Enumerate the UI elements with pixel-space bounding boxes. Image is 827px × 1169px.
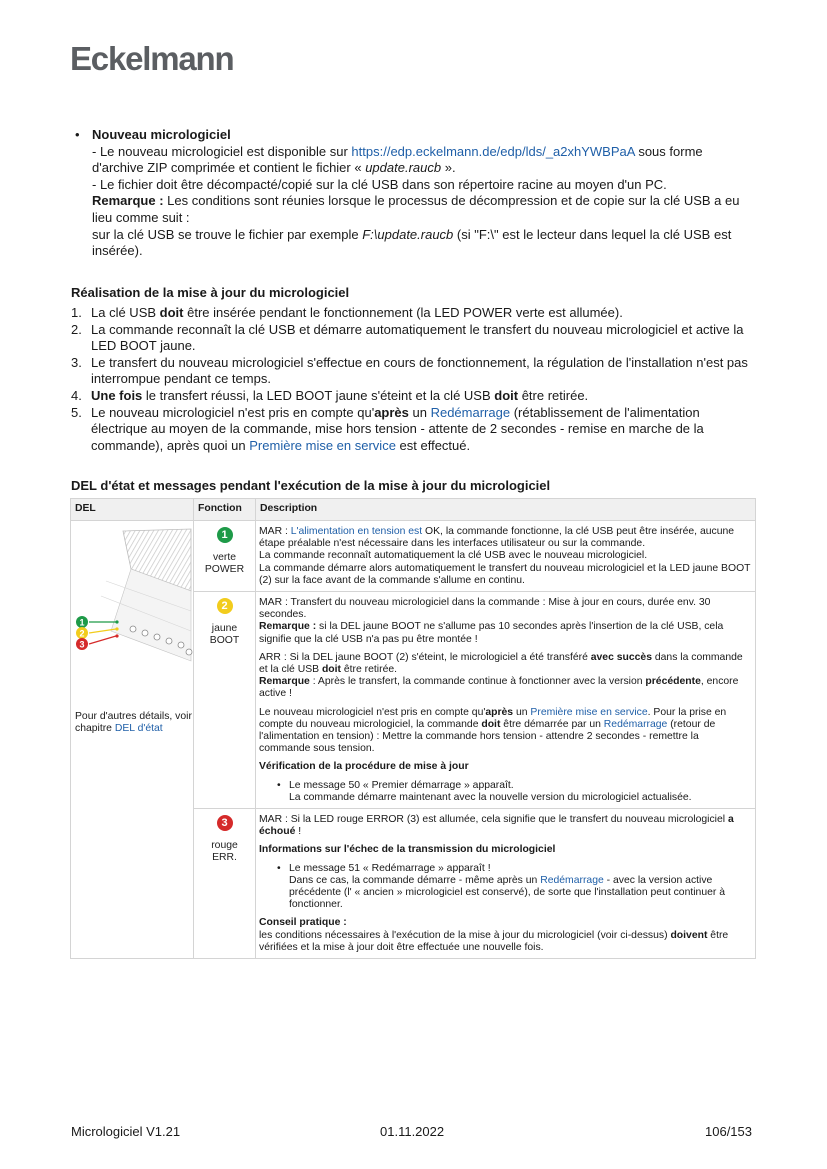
restart-link-2[interactable]: Redémarrage	[603, 718, 668, 730]
led-section-title: DEL d'état et messages pendant l'exécution de la mise à jour du micrologiciel	[71, 478, 551, 493]
col-header-fonction: Fonction	[194, 499, 256, 521]
tip-title: Conseil pratique :	[259, 917, 347, 929]
new-firmware-remark: Remarque : Les conditions sont réunies lorsque le processus de décompression et de copie sur la clé USB a eu lieu comme suit :	[92, 193, 740, 225]
led-table-header	[71, 499, 756, 521]
new-firmware-block	[75, 127, 757, 260]
restart-link[interactable]: Redémarrage	[430, 404, 511, 420]
col-header-del: DEL	[71, 499, 194, 521]
fn-power: 1 verte POWER	[194, 521, 256, 592]
del-note: Pour d'autres détails, voir chapitre DEL d'état	[75, 711, 192, 735]
verification-item: • Le message 50 « Premier démarrage » apparaît. La commande démarre maintenant avec la nouvelle version du micrologiciel actualisée.	[277, 779, 692, 803]
first-commissioning-link[interactable]: Première mise en service	[249, 437, 396, 453]
eckelmann-logo: Eckelmann	[70, 40, 234, 77]
first-commissioning-link-2[interactable]: Première mise en service	[530, 706, 648, 718]
table-row-power	[71, 521, 756, 592]
new-firmware-title: Nouveau micrologiciel	[92, 127, 231, 142]
col-header-description: Description	[256, 499, 756, 521]
fn-error: 3 rouge ERR.	[194, 809, 256, 959]
fn-boot: 2 jaune BOOT	[194, 592, 256, 809]
step-5: 5. Le nouveau micrologiciel n'est pris en compte qu'après un Redémarrage (rétablissement de l'alimentation électrique au moyen de la commande, mise hors tension - attente de 2 secondes - remise en marche de la commande), après quoi un Première mise en service est effectué.	[71, 404, 704, 453]
step-3: 3. Le transfert du nouveau micrologiciel s'effectue en cours de fonctionnement, la régulation de l'installation n'est pas interrompue pendant ce temps.	[71, 354, 748, 387]
step-2: 2. La commande reconnaît la clé USB et démarre automatiquement le transfert du nouveau micrologiciel et active la LED BOOT jaune.	[71, 321, 744, 354]
marker-2-label: 2	[79, 628, 85, 639]
footer-date: 01.11.2022	[380, 1124, 445, 1139]
controller-front-illustration	[71, 521, 193, 671]
procedure-steps	[71, 305, 757, 454]
led-2-icon: 2	[217, 598, 233, 614]
new-firmware-line1: - Le nouveau micrologiciel est disponible sur https://edp.eckelmann.de/edp/lds/_a2xhYWBPaA sous forme d'archive ZIP comprimée et contient le fichier « update.raucb ».	[92, 143, 703, 176]
restart-link-3[interactable]: Redémarrage	[540, 874, 604, 886]
desc-power: MAR : L'alimentation en tension est OK, la commande fonctionne, la clé USB peut être insérée, aucune étape préalable n'est nécessaire dans les interfaces utilisateur ou sur la commande. La commande reconnaît automatiquement la clé USB avec le nouveau micrologiciel. La commande démarre alors automatiquement le transfert du nouveau micrologiciel et la LED jaune BOOT (2) sur la face avant de la commande s'allume en continu.	[256, 521, 756, 592]
footer-page-number: 106/153	[705, 1124, 752, 1139]
step-4: 4. Une fois le transfert réussi, la LED BOOT jaune s'éteint et la clé USB doit être retirée.	[71, 387, 589, 403]
footer-doc-title: Micrologiciel V1.21	[71, 1124, 181, 1139]
led-3-icon: 3	[217, 815, 233, 831]
led-1-icon: 1	[217, 527, 233, 543]
desc-boot: MAR : Transfert du nouveau micrologiciel dans la commande : Mise à jour en cours, durée env. 30 secondes. Remarque : si la DEL jaune BOOT ne s'allume pas 10 secondes après l'insertion de la clé USB, cela signifie que la clé USB n'a pas pu être montée ! ARR : Si la DEL jaune BOOT (2) s'éteint, le micrologiciel a été transféré avec succès dans la commande et la clé USB doit être retirée. Remarque : Après le transfert, la commande continue à fonctionner avec la version précédente, encore active ! Le nouveau micrologiciel n'est pris en compte qu'après un Première mise en service. Pour la prise en compte du nouveau micrologiciel, la commande doit être démarrée par un Redémarrage (retour de l'alimentation en tension) : Mettre la commande hors tension - attendre 2 secondes - remettre la commande sous tension. Vérification de la procédure de mise à jour • Le message 50 « Premier démarrage » apparaît. La commande démarre maintenant avec la nouvelle version du micrologiciel actualisée.	[256, 592, 756, 809]
step-1: 1. La clé USB doit être insérée pendant le fonctionnement (la LED POWER verte est allumée).	[71, 305, 623, 320]
desc-error: MAR : Si la LED rouge ERROR (3) est allumée, cela signifie que le transfert du nouveau micrologiciel a échoué ! Informations sur l'échec de la transmission du micrologiciel • Le message 51 « Redémarrage » apparaît ! Dans ce cas, la commande démarre - même après un Redémarrage - avec la version active précédente (l' « ancien » micrologiciel est conservé), de sorte que l'installation peut continuer à fonctionner. Conseil pratique : les conditions nécessaires à l'exécution de la mise à jour du micrologiciel (voir ci-dessus) doivent être vérifiées et la mise à jour doit être effectuée une nouvelle fois.	[256, 809, 756, 959]
failure-info-title: Informations sur l'échec de la transmission du micrologiciel	[259, 844, 556, 856]
new-firmware-line4: sur la clé USB se trouve le fichier par exemple F:\update.raucb (si "F:\" est le lecteur dans lequel la clé USB est insérée).	[92, 226, 732, 259]
led-table	[70, 498, 756, 959]
del-illustration-cell	[71, 521, 194, 959]
marker-1-label: 1	[79, 617, 85, 628]
new-firmware-line2: - Le fichier doit être décompacté/copié sur la clé USB dans son répertoire racine au moyen d'un PC.	[92, 176, 667, 192]
failure-info-item: • Le message 51 « Redémarrage » apparaît ! Dans ce cas, la commande démarre - même après un Redémarrage - avec la version active précédente (l' « ancien » micrologiciel est conservé), de sorte que l'installation peut continuer à fonctionner.	[277, 862, 726, 911]
led-status-link[interactable]: DEL d'état	[114, 723, 163, 735]
procedure-title: Réalisation de la mise à jour du micrologiciel	[71, 285, 350, 300]
download-link[interactable]: https://edp.eckelmann.de/edp/lds/_a2xhYWBPaA	[351, 143, 635, 159]
power-supply-link[interactable]: L'alimentation en tension est	[290, 526, 423, 537]
marker-3-label: 3	[79, 639, 85, 650]
verification-title: Vérification de la procédure de mise à jour	[259, 761, 469, 773]
bullet-dot: •	[75, 127, 80, 142]
